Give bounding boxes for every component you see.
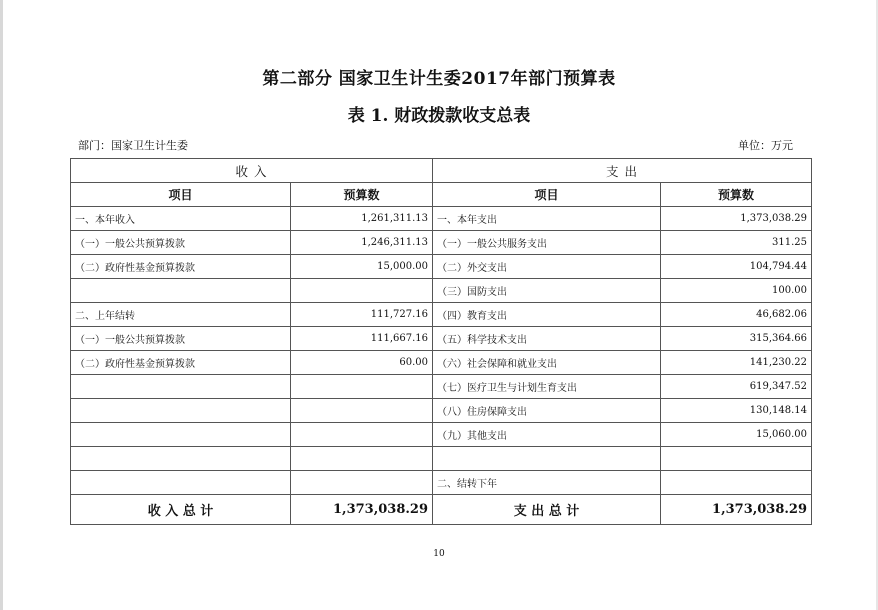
expense-amount-cell: 315,364.66	[661, 327, 812, 351]
income-amount-cell	[291, 447, 433, 471]
expense-item-cell: （四）教育支出	[433, 303, 661, 327]
expense-item-cell: （一）一般公共服务支出	[433, 231, 661, 255]
page-number: 10	[433, 549, 445, 559]
expense-item-cell: （八）住房保障支出	[433, 399, 661, 423]
expense-item-cell: （五）科学技术支出	[433, 327, 661, 351]
budget-table	[70, 158, 812, 525]
expense-amount-cell: 1,373,038.29	[661, 207, 812, 231]
income-amount-cell: 1,261,311.13	[291, 207, 433, 231]
income-item-cell	[71, 399, 291, 423]
expense-item-cell: （六）社会保障和就业支出	[433, 351, 661, 375]
expense-amount-cell: 15,060.00	[661, 423, 812, 447]
section-header-row	[71, 159, 812, 183]
expense-item-cell: （三）国防支出	[433, 279, 661, 303]
table-row	[71, 447, 812, 471]
income-item-cell: （一）一般公共预算拨款	[71, 327, 291, 351]
expense-amount-header: 预算数	[661, 183, 812, 207]
expense-total-amount: 1,373,038.29	[661, 495, 812, 525]
expense-item-cell	[433, 447, 661, 471]
income-total-label: 收 入 总 计	[71, 495, 291, 525]
table-row	[71, 207, 812, 231]
income-item-cell: （二）政府性基金预算拨款	[71, 351, 291, 375]
department-label: 部门：国家卫生计生委	[78, 139, 188, 152]
expense-item-cell: 一、本年支出	[433, 207, 661, 231]
expense-amount-cell: 130,148.14	[661, 399, 812, 423]
expense-amount-cell	[661, 447, 812, 471]
income-amount-cell: 60.00	[291, 351, 433, 375]
expense-amount-cell: 619,347.52	[661, 375, 812, 399]
expense-amount-cell: 141,230.22	[661, 351, 812, 375]
table-title: 表 1. 财政拨款收支总表	[347, 106, 531, 126]
total-row	[71, 495, 812, 525]
expense-total-label: 支 出 总 计	[433, 495, 661, 525]
income-amount-cell: 15,000.00	[291, 255, 433, 279]
income-amount-cell	[291, 279, 433, 303]
income-item-cell	[71, 375, 291, 399]
income-amount-cell	[291, 423, 433, 447]
income-item-cell	[71, 423, 291, 447]
table-row	[71, 279, 812, 303]
income-item-cell	[71, 279, 291, 303]
income-amount-header: 预算数	[291, 183, 433, 207]
expense-amount-cell	[661, 471, 812, 495]
income-item-cell	[71, 447, 291, 471]
document-title: 第二部分 国家卫生计生委2017年部门预算表	[262, 69, 616, 89]
expense-item-header: 项目	[433, 183, 661, 207]
expense-amount-cell: 104,794.44	[661, 255, 812, 279]
income-total-amount: 1,373,038.29	[291, 495, 433, 525]
table-row	[71, 351, 812, 375]
expense-item-cell: （九）其他支出	[433, 423, 661, 447]
expense-amount-cell: 311.25	[661, 231, 812, 255]
income-amount-cell: 111,667.16	[291, 327, 433, 351]
income-amount-cell	[291, 399, 433, 423]
table-row	[71, 471, 812, 495]
expense-item-cell: 二、结转下年	[433, 471, 661, 495]
income-item-cell	[71, 471, 291, 495]
column-header-row	[71, 183, 812, 207]
income-section-header: 收 入	[71, 159, 433, 183]
income-item-cell: 一、本年收入	[71, 207, 291, 231]
income-amount-cell: 111,727.16	[291, 303, 433, 327]
income-item-header: 项目	[71, 183, 291, 207]
table-row	[71, 231, 812, 255]
income-amount-cell	[291, 375, 433, 399]
expense-amount-cell: 46,682.06	[661, 303, 812, 327]
table-row	[71, 303, 812, 327]
table-row	[71, 327, 812, 351]
table-row	[71, 399, 812, 423]
table-row	[71, 423, 812, 447]
table-row	[71, 255, 812, 279]
expense-amount-cell: 100.00	[661, 279, 812, 303]
income-item-cell: （二）政府性基金预算拨款	[71, 255, 291, 279]
unit-label: 单位：万元	[738, 139, 793, 152]
table-body	[71, 207, 812, 495]
income-item-cell: 二、上年结转	[71, 303, 291, 327]
income-amount-cell: 1,246,311.13	[291, 231, 433, 255]
income-amount-cell	[291, 471, 433, 495]
income-item-cell: （一）一般公共预算拨款	[71, 231, 291, 255]
expense-item-cell: （二）外交支出	[433, 255, 661, 279]
table-row	[71, 375, 812, 399]
expense-item-cell: （七）医疗卫生与计划生育支出	[433, 375, 661, 399]
page-edge-left	[0, 0, 3, 610]
expense-section-header: 支 出	[433, 159, 812, 183]
